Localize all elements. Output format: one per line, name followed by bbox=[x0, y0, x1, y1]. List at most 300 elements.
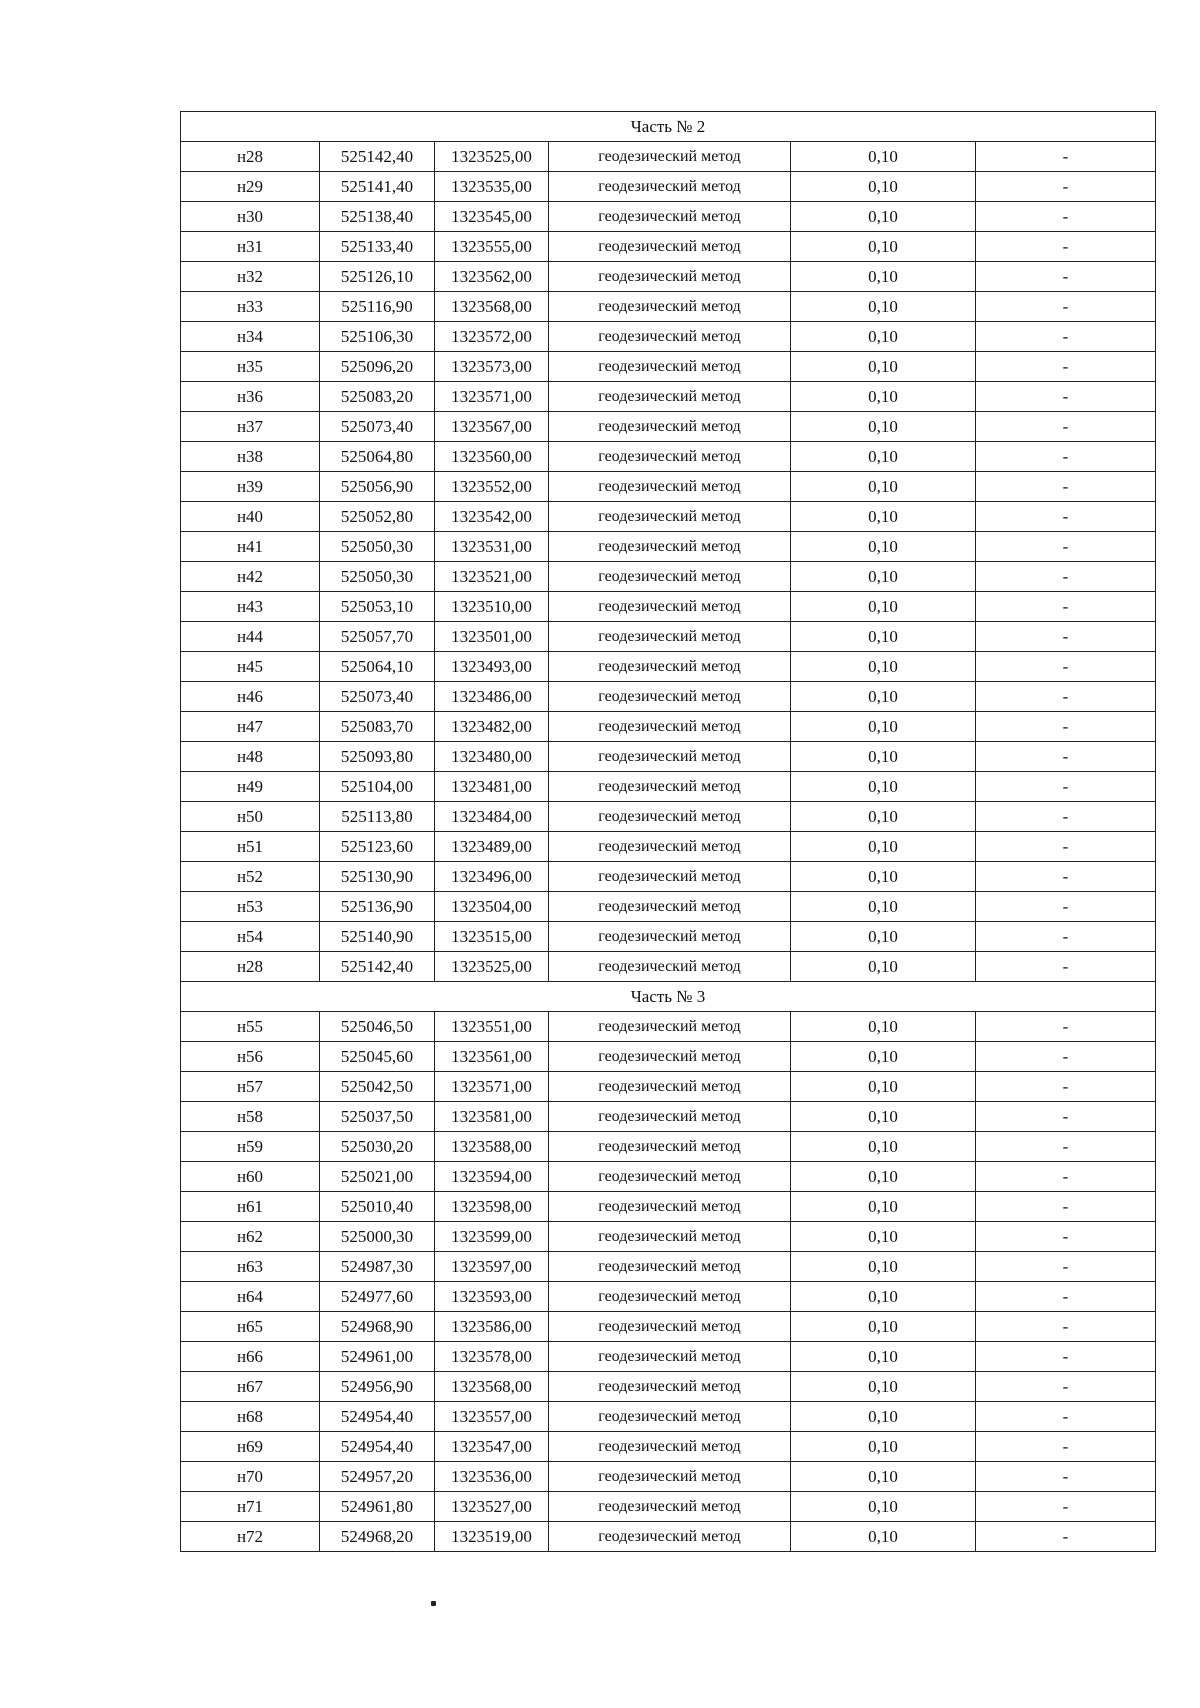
table-row bbox=[181, 592, 1156, 622]
y-coordinate-cell: 1323597,00 bbox=[435, 1252, 549, 1282]
y-coordinate-cell: 1323515,00 bbox=[435, 922, 549, 952]
point-name-cell: н28 bbox=[181, 142, 320, 172]
section-title: Часть № 3 bbox=[181, 982, 1156, 1012]
description-cell: - bbox=[976, 1462, 1156, 1492]
accuracy-cell: 0,10 bbox=[791, 1432, 976, 1462]
x-coordinate-cell: 525133,40 bbox=[320, 232, 435, 262]
y-coordinate-cell: 1323588,00 bbox=[435, 1132, 549, 1162]
accuracy-cell: 0,10 bbox=[791, 1402, 976, 1432]
method-cell: геодезический метод bbox=[549, 442, 791, 472]
section-header-row bbox=[181, 982, 1156, 1012]
description-cell: - bbox=[976, 1162, 1156, 1192]
point-name-cell: н71 bbox=[181, 1492, 320, 1522]
x-coordinate-cell: 525045,60 bbox=[320, 1042, 435, 1072]
table-row bbox=[181, 682, 1156, 712]
point-name-cell: н49 bbox=[181, 772, 320, 802]
x-coordinate-cell: 525093,80 bbox=[320, 742, 435, 772]
point-name-cell: н37 bbox=[181, 412, 320, 442]
method-cell: геодезический метод bbox=[549, 1042, 791, 1072]
point-name-cell: н47 bbox=[181, 712, 320, 742]
description-cell: - bbox=[976, 502, 1156, 532]
point-name-cell: н64 bbox=[181, 1282, 320, 1312]
method-cell: геодезический метод bbox=[549, 1072, 791, 1102]
description-cell: - bbox=[976, 712, 1156, 742]
point-name-cell: н52 bbox=[181, 862, 320, 892]
y-coordinate-cell: 1323555,00 bbox=[435, 232, 549, 262]
point-name-cell: н34 bbox=[181, 322, 320, 352]
description-cell: - bbox=[976, 892, 1156, 922]
table-row bbox=[181, 892, 1156, 922]
method-cell: геодезический метод bbox=[549, 862, 791, 892]
y-coordinate-cell: 1323586,00 bbox=[435, 1312, 549, 1342]
description-cell: - bbox=[976, 1522, 1156, 1552]
x-coordinate-cell: 525064,10 bbox=[320, 652, 435, 682]
table-row bbox=[181, 1222, 1156, 1252]
point-name-cell: н53 bbox=[181, 892, 320, 922]
x-coordinate-cell: 525083,20 bbox=[320, 382, 435, 412]
accuracy-cell: 0,10 bbox=[791, 682, 976, 712]
x-coordinate-cell: 525053,10 bbox=[320, 592, 435, 622]
point-name-cell: н60 bbox=[181, 1162, 320, 1192]
x-coordinate-cell: 524961,80 bbox=[320, 1492, 435, 1522]
accuracy-cell: 0,10 bbox=[791, 1342, 976, 1372]
x-coordinate-cell: 525064,80 bbox=[320, 442, 435, 472]
accuracy-cell: 0,10 bbox=[791, 1462, 976, 1492]
table-row bbox=[181, 292, 1156, 322]
accuracy-cell: 0,10 bbox=[791, 1102, 976, 1132]
coordinates-table bbox=[180, 111, 1156, 1552]
accuracy-cell: 0,10 bbox=[791, 772, 976, 802]
y-coordinate-cell: 1323573,00 bbox=[435, 352, 549, 382]
accuracy-cell: 0,10 bbox=[791, 952, 976, 982]
x-coordinate-cell: 525073,40 bbox=[320, 682, 435, 712]
method-cell: геодезический метод bbox=[549, 1222, 791, 1252]
accuracy-cell: 0,10 bbox=[791, 1012, 976, 1042]
point-name-cell: н56 bbox=[181, 1042, 320, 1072]
x-coordinate-cell: 524987,30 bbox=[320, 1252, 435, 1282]
x-coordinate-cell: 525057,70 bbox=[320, 622, 435, 652]
table-row bbox=[181, 232, 1156, 262]
table-row bbox=[181, 202, 1156, 232]
point-name-cell: н30 bbox=[181, 202, 320, 232]
method-cell: геодезический метод bbox=[549, 232, 791, 262]
point-name-cell: н63 bbox=[181, 1252, 320, 1282]
accuracy-cell: 0,10 bbox=[791, 1522, 976, 1552]
description-cell: - bbox=[976, 1282, 1156, 1312]
method-cell: геодезический метод bbox=[549, 1402, 791, 1432]
point-name-cell: н48 bbox=[181, 742, 320, 772]
accuracy-cell: 0,10 bbox=[791, 562, 976, 592]
point-name-cell: н55 bbox=[181, 1012, 320, 1042]
x-coordinate-cell: 525130,90 bbox=[320, 862, 435, 892]
description-cell: - bbox=[976, 1342, 1156, 1372]
point-name-cell: н43 bbox=[181, 592, 320, 622]
x-coordinate-cell: 525083,70 bbox=[320, 712, 435, 742]
table-row bbox=[181, 502, 1156, 532]
method-cell: геодезический метод bbox=[549, 1012, 791, 1042]
method-cell: геодезический метод bbox=[549, 1192, 791, 1222]
y-coordinate-cell: 1323519,00 bbox=[435, 1522, 549, 1552]
table-row bbox=[181, 1492, 1156, 1522]
y-coordinate-cell: 1323510,00 bbox=[435, 592, 549, 622]
method-cell: геодезический метод bbox=[549, 1522, 791, 1552]
coordinates-table-body bbox=[181, 112, 1156, 1552]
point-name-cell: н39 bbox=[181, 472, 320, 502]
method-cell: геодезический метод bbox=[549, 352, 791, 382]
x-coordinate-cell: 525140,90 bbox=[320, 922, 435, 952]
method-cell: геодезический метод bbox=[549, 1102, 791, 1132]
point-name-cell: н32 bbox=[181, 262, 320, 292]
accuracy-cell: 0,10 bbox=[791, 472, 976, 502]
section-header-row bbox=[181, 112, 1156, 142]
method-cell: геодезический метод bbox=[549, 172, 791, 202]
point-name-cell: н36 bbox=[181, 382, 320, 412]
method-cell: геодезический метод bbox=[549, 772, 791, 802]
table-row bbox=[181, 1432, 1156, 1462]
method-cell: геодезический метод bbox=[549, 322, 791, 352]
description-cell: - bbox=[976, 622, 1156, 652]
accuracy-cell: 0,10 bbox=[791, 1132, 976, 1162]
accuracy-cell: 0,10 bbox=[791, 172, 976, 202]
method-cell: геодезический метод bbox=[549, 1312, 791, 1342]
scan-dot-mark bbox=[431, 1601, 436, 1606]
method-cell: геодезический метод bbox=[549, 1492, 791, 1522]
method-cell: геодезический метод bbox=[549, 622, 791, 652]
table-row bbox=[181, 1162, 1156, 1192]
accuracy-cell: 0,10 bbox=[791, 802, 976, 832]
y-coordinate-cell: 1323560,00 bbox=[435, 442, 549, 472]
description-cell: - bbox=[976, 262, 1156, 292]
table-row bbox=[181, 532, 1156, 562]
method-cell: геодезический метод bbox=[549, 922, 791, 952]
x-coordinate-cell: 525056,90 bbox=[320, 472, 435, 502]
y-coordinate-cell: 1323484,00 bbox=[435, 802, 549, 832]
description-cell: - bbox=[976, 292, 1156, 322]
description-cell: - bbox=[976, 1312, 1156, 1342]
method-cell: геодезический метод bbox=[549, 802, 791, 832]
table-row bbox=[181, 472, 1156, 502]
description-cell: - bbox=[976, 592, 1156, 622]
method-cell: геодезический метод bbox=[549, 952, 791, 982]
accuracy-cell: 0,10 bbox=[791, 892, 976, 922]
point-name-cell: н28 bbox=[181, 952, 320, 982]
accuracy-cell: 0,10 bbox=[791, 202, 976, 232]
x-coordinate-cell: 525073,40 bbox=[320, 412, 435, 442]
y-coordinate-cell: 1323480,00 bbox=[435, 742, 549, 772]
y-coordinate-cell: 1323536,00 bbox=[435, 1462, 549, 1492]
y-coordinate-cell: 1323496,00 bbox=[435, 862, 549, 892]
accuracy-cell: 0,10 bbox=[791, 262, 976, 292]
point-name-cell: н44 bbox=[181, 622, 320, 652]
table-row bbox=[181, 772, 1156, 802]
x-coordinate-cell: 525052,80 bbox=[320, 502, 435, 532]
point-name-cell: н67 bbox=[181, 1372, 320, 1402]
description-cell: - bbox=[976, 562, 1156, 592]
point-name-cell: н46 bbox=[181, 682, 320, 712]
table-row bbox=[181, 1132, 1156, 1162]
accuracy-cell: 0,10 bbox=[791, 712, 976, 742]
x-coordinate-cell: 525138,40 bbox=[320, 202, 435, 232]
description-cell: - bbox=[976, 442, 1156, 472]
method-cell: геодезический метод bbox=[549, 712, 791, 742]
y-coordinate-cell: 1323581,00 bbox=[435, 1102, 549, 1132]
y-coordinate-cell: 1323501,00 bbox=[435, 622, 549, 652]
method-cell: геодезический метод bbox=[549, 1162, 791, 1192]
x-coordinate-cell: 525021,00 bbox=[320, 1162, 435, 1192]
x-coordinate-cell: 525000,30 bbox=[320, 1222, 435, 1252]
description-cell: - bbox=[976, 1402, 1156, 1432]
point-name-cell: н45 bbox=[181, 652, 320, 682]
description-cell: - bbox=[976, 862, 1156, 892]
x-coordinate-cell: 525142,40 bbox=[320, 952, 435, 982]
table-row bbox=[181, 382, 1156, 412]
table-row bbox=[181, 742, 1156, 772]
point-name-cell: н66 bbox=[181, 1342, 320, 1372]
y-coordinate-cell: 1323493,00 bbox=[435, 652, 549, 682]
point-name-cell: н65 bbox=[181, 1312, 320, 1342]
accuracy-cell: 0,10 bbox=[791, 622, 976, 652]
accuracy-cell: 0,10 bbox=[791, 232, 976, 262]
table-row bbox=[181, 1072, 1156, 1102]
method-cell: геодезический метод bbox=[549, 832, 791, 862]
point-name-cell: н69 bbox=[181, 1432, 320, 1462]
description-cell: - bbox=[976, 172, 1156, 202]
accuracy-cell: 0,10 bbox=[791, 322, 976, 352]
table-row bbox=[181, 802, 1156, 832]
accuracy-cell: 0,10 bbox=[791, 922, 976, 952]
y-coordinate-cell: 1323568,00 bbox=[435, 292, 549, 322]
x-coordinate-cell: 524977,60 bbox=[320, 1282, 435, 1312]
description-cell: - bbox=[976, 1132, 1156, 1162]
table-row bbox=[181, 562, 1156, 592]
method-cell: геодезический метод bbox=[549, 532, 791, 562]
x-coordinate-cell: 525104,00 bbox=[320, 772, 435, 802]
y-coordinate-cell: 1323547,00 bbox=[435, 1432, 549, 1462]
y-coordinate-cell: 1323525,00 bbox=[435, 952, 549, 982]
point-name-cell: н38 bbox=[181, 442, 320, 472]
y-coordinate-cell: 1323578,00 bbox=[435, 1342, 549, 1372]
accuracy-cell: 0,10 bbox=[791, 832, 976, 862]
y-coordinate-cell: 1323542,00 bbox=[435, 502, 549, 532]
accuracy-cell: 0,10 bbox=[791, 1222, 976, 1252]
point-name-cell: н68 bbox=[181, 1402, 320, 1432]
x-coordinate-cell: 525037,50 bbox=[320, 1102, 435, 1132]
x-coordinate-cell: 525030,20 bbox=[320, 1132, 435, 1162]
x-coordinate-cell: 525141,40 bbox=[320, 172, 435, 202]
point-name-cell: н59 bbox=[181, 1132, 320, 1162]
table-row bbox=[181, 322, 1156, 352]
table-row bbox=[181, 952, 1156, 982]
description-cell: - bbox=[976, 1072, 1156, 1102]
table-row bbox=[181, 1102, 1156, 1132]
y-coordinate-cell: 1323535,00 bbox=[435, 172, 549, 202]
table-row bbox=[181, 652, 1156, 682]
description-cell: - bbox=[976, 1492, 1156, 1522]
x-coordinate-cell: 525136,90 bbox=[320, 892, 435, 922]
table-row bbox=[181, 922, 1156, 952]
method-cell: геодезический метод bbox=[549, 202, 791, 232]
y-coordinate-cell: 1323545,00 bbox=[435, 202, 549, 232]
y-coordinate-cell: 1323567,00 bbox=[435, 412, 549, 442]
method-cell: геодезический метод bbox=[549, 1432, 791, 1462]
accuracy-cell: 0,10 bbox=[791, 442, 976, 472]
y-coordinate-cell: 1323531,00 bbox=[435, 532, 549, 562]
accuracy-cell: 0,10 bbox=[791, 142, 976, 172]
description-cell: - bbox=[976, 682, 1156, 712]
accuracy-cell: 0,10 bbox=[791, 1372, 976, 1402]
table-row bbox=[181, 862, 1156, 892]
accuracy-cell: 0,10 bbox=[791, 1072, 976, 1102]
accuracy-cell: 0,10 bbox=[791, 352, 976, 382]
description-cell: - bbox=[976, 1372, 1156, 1402]
y-coordinate-cell: 1323525,00 bbox=[435, 142, 549, 172]
y-coordinate-cell: 1323571,00 bbox=[435, 382, 549, 412]
method-cell: геодезический метод bbox=[549, 262, 791, 292]
x-coordinate-cell: 525123,60 bbox=[320, 832, 435, 862]
x-coordinate-cell: 524954,40 bbox=[320, 1432, 435, 1462]
description-cell: - bbox=[976, 832, 1156, 862]
description-cell: - bbox=[976, 1252, 1156, 1282]
point-name-cell: н54 bbox=[181, 922, 320, 952]
description-cell: - bbox=[976, 802, 1156, 832]
y-coordinate-cell: 1323572,00 bbox=[435, 322, 549, 352]
x-coordinate-cell: 524954,40 bbox=[320, 1402, 435, 1432]
point-name-cell: н62 bbox=[181, 1222, 320, 1252]
description-cell: - bbox=[976, 472, 1156, 502]
table-row bbox=[181, 1342, 1156, 1372]
point-name-cell: н51 bbox=[181, 832, 320, 862]
description-cell: - bbox=[976, 1102, 1156, 1132]
point-name-cell: н50 bbox=[181, 802, 320, 832]
table-row bbox=[181, 262, 1156, 292]
method-cell: геодезический метод bbox=[549, 592, 791, 622]
description-cell: - bbox=[976, 142, 1156, 172]
accuracy-cell: 0,10 bbox=[791, 412, 976, 442]
x-coordinate-cell: 524961,00 bbox=[320, 1342, 435, 1372]
y-coordinate-cell: 1323594,00 bbox=[435, 1162, 549, 1192]
description-cell: - bbox=[976, 1222, 1156, 1252]
description-cell: - bbox=[976, 382, 1156, 412]
y-coordinate-cell: 1323551,00 bbox=[435, 1012, 549, 1042]
description-cell: - bbox=[976, 1432, 1156, 1462]
point-name-cell: н70 bbox=[181, 1462, 320, 1492]
point-name-cell: н29 bbox=[181, 172, 320, 202]
description-cell: - bbox=[976, 652, 1156, 682]
method-cell: геодезический метод bbox=[549, 1342, 791, 1372]
x-coordinate-cell: 525113,80 bbox=[320, 802, 435, 832]
method-cell: геодезический метод bbox=[549, 1462, 791, 1492]
method-cell: геодезический метод bbox=[549, 1132, 791, 1162]
table-row bbox=[181, 1042, 1156, 1072]
point-name-cell: н61 bbox=[181, 1192, 320, 1222]
accuracy-cell: 0,10 bbox=[791, 1252, 976, 1282]
table-row bbox=[181, 1522, 1156, 1552]
x-coordinate-cell: 525046,50 bbox=[320, 1012, 435, 1042]
y-coordinate-cell: 1323562,00 bbox=[435, 262, 549, 292]
method-cell: геодезический метод bbox=[549, 142, 791, 172]
x-coordinate-cell: 524968,20 bbox=[320, 1522, 435, 1552]
table-row bbox=[181, 412, 1156, 442]
x-coordinate-cell: 524956,90 bbox=[320, 1372, 435, 1402]
y-coordinate-cell: 1323527,00 bbox=[435, 1492, 549, 1522]
y-coordinate-cell: 1323504,00 bbox=[435, 892, 549, 922]
y-coordinate-cell: 1323486,00 bbox=[435, 682, 549, 712]
table-row bbox=[181, 172, 1156, 202]
description-cell: - bbox=[976, 952, 1156, 982]
accuracy-cell: 0,10 bbox=[791, 742, 976, 772]
accuracy-cell: 0,10 bbox=[791, 862, 976, 892]
x-coordinate-cell: 524957,20 bbox=[320, 1462, 435, 1492]
description-cell: - bbox=[976, 532, 1156, 562]
method-cell: геодезический метод bbox=[549, 1282, 791, 1312]
method-cell: геодезический метод bbox=[549, 382, 791, 412]
x-coordinate-cell: 525106,30 bbox=[320, 322, 435, 352]
accuracy-cell: 0,10 bbox=[791, 592, 976, 622]
description-cell: - bbox=[976, 742, 1156, 772]
table-row bbox=[181, 1402, 1156, 1432]
accuracy-cell: 0,10 bbox=[791, 1312, 976, 1342]
description-cell: - bbox=[976, 1042, 1156, 1072]
y-coordinate-cell: 1323521,00 bbox=[435, 562, 549, 592]
method-cell: геодезический метод bbox=[549, 502, 791, 532]
accuracy-cell: 0,10 bbox=[791, 292, 976, 322]
x-coordinate-cell: 525050,30 bbox=[320, 562, 435, 592]
accuracy-cell: 0,10 bbox=[791, 532, 976, 562]
point-name-cell: н41 bbox=[181, 532, 320, 562]
table-row bbox=[181, 1282, 1156, 1312]
point-name-cell: н72 bbox=[181, 1522, 320, 1552]
point-name-cell: н31 bbox=[181, 232, 320, 262]
accuracy-cell: 0,10 bbox=[791, 502, 976, 532]
point-name-cell: н57 bbox=[181, 1072, 320, 1102]
accuracy-cell: 0,10 bbox=[791, 1042, 976, 1072]
description-cell: - bbox=[976, 352, 1156, 382]
table-row bbox=[181, 622, 1156, 652]
method-cell: геодезический метод bbox=[549, 292, 791, 322]
section-title: Часть № 2 bbox=[181, 112, 1156, 142]
table-row bbox=[181, 442, 1156, 472]
y-coordinate-cell: 1323568,00 bbox=[435, 1372, 549, 1402]
x-coordinate-cell: 524968,90 bbox=[320, 1312, 435, 1342]
accuracy-cell: 0,10 bbox=[791, 652, 976, 682]
point-name-cell: н42 bbox=[181, 562, 320, 592]
table-row bbox=[181, 1372, 1156, 1402]
x-coordinate-cell: 525116,90 bbox=[320, 292, 435, 322]
point-name-cell: н35 bbox=[181, 352, 320, 382]
description-cell: - bbox=[976, 412, 1156, 442]
x-coordinate-cell: 525042,50 bbox=[320, 1072, 435, 1102]
x-coordinate-cell: 525142,40 bbox=[320, 142, 435, 172]
description-cell: - bbox=[976, 1192, 1156, 1222]
table-row bbox=[181, 1252, 1156, 1282]
x-coordinate-cell: 525126,10 bbox=[320, 262, 435, 292]
table-row bbox=[181, 832, 1156, 862]
x-coordinate-cell: 525010,40 bbox=[320, 1192, 435, 1222]
method-cell: геодезический метод bbox=[549, 562, 791, 592]
method-cell: геодезический метод bbox=[549, 1252, 791, 1282]
method-cell: геодезический метод bbox=[549, 472, 791, 502]
point-name-cell: н58 bbox=[181, 1102, 320, 1132]
method-cell: геодезический метод bbox=[549, 742, 791, 772]
accuracy-cell: 0,10 bbox=[791, 382, 976, 412]
x-coordinate-cell: 525050,30 bbox=[320, 532, 435, 562]
y-coordinate-cell: 1323552,00 bbox=[435, 472, 549, 502]
point-name-cell: н40 bbox=[181, 502, 320, 532]
y-coordinate-cell: 1323489,00 bbox=[435, 832, 549, 862]
y-coordinate-cell: 1323561,00 bbox=[435, 1042, 549, 1072]
description-cell: - bbox=[976, 1012, 1156, 1042]
method-cell: геодезический метод bbox=[549, 652, 791, 682]
